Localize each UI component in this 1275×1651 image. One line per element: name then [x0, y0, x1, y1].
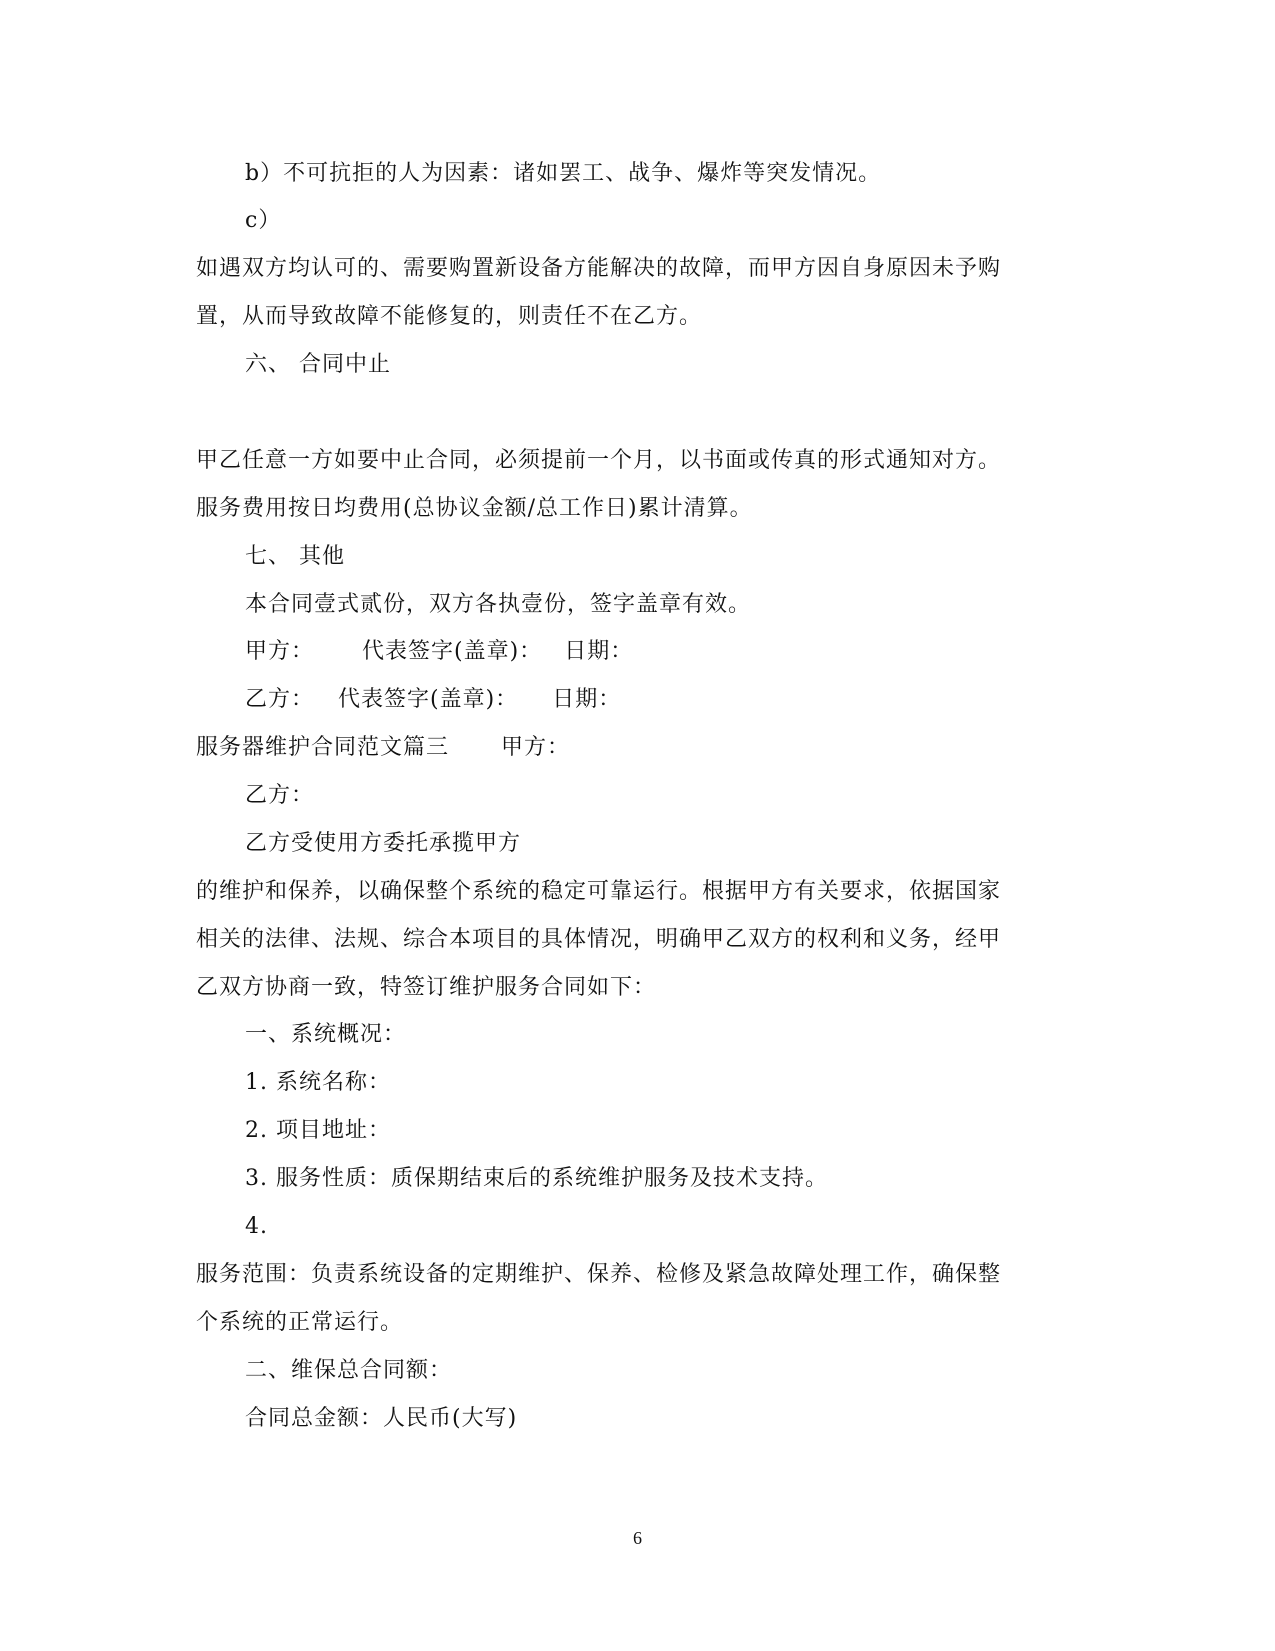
party-b-date-label: 日期：	[552, 687, 622, 712]
list-item-4: 4.	[245, 1214, 268, 1239]
paragraph-text: 如遇双方均认可的、需要购置新设备方能解决的故障，而甲方因自身原因未予购	[196, 256, 1002, 281]
list-item-project-address: 2. 项目地址：	[245, 1118, 391, 1143]
paragraph-text: 甲乙任意一方如要中止合同，必须提前一个月，以书面或传真的形式通知对方。	[196, 448, 1002, 473]
paragraph-text: 本合同壹式贰份，双方各执壹份，签字盖章有效。	[245, 592, 752, 617]
party-b-rep-label: 代表签字(盖章)：	[338, 687, 519, 712]
article-title: 服务器维护合同范文篇三	[196, 735, 450, 760]
paragraph-text: 置，从而导致故障不能修复的，则责任不在乙方。	[196, 304, 703, 329]
list-item-service-nature: 3. 服务性质：质保期结束后的系统维护服务及技术支持。	[245, 1166, 828, 1191]
paragraph-text: 服务范围：负责系统设备的定期维护、保养、检修及紧急故障处理工作，确保整	[196, 1262, 1002, 1287]
paragraph-item-c: c）	[245, 208, 282, 233]
article-party-a-label: 甲方：	[501, 735, 571, 760]
page-number: 6	[633, 1528, 642, 1548]
signature-line-party-b	[245, 685, 621, 715]
section-heading-system-overview: 一、系统概况：	[245, 1022, 407, 1047]
paragraph-text: 乙方受使用方委托承揽甲方	[245, 831, 522, 856]
paragraph-force-majeure-b: b）不可抗拒的人为因素：诸如罢工、战争、爆炸等突发情况。	[245, 161, 882, 186]
party-a-label: 甲方：	[245, 639, 315, 664]
party-a-date-label: 日期：	[564, 639, 634, 664]
paragraph-text: 个系统的正常运行。	[196, 1310, 404, 1335]
paragraph-total-amount: 合同总金额：人民币(大写)	[245, 1406, 518, 1431]
section-heading-contract-suspension: 六、 合同中止	[245, 352, 391, 377]
article-heading-line	[196, 733, 570, 763]
paragraph-party-b: 乙方：	[245, 783, 315, 808]
list-item-system-name: 1. 系统名称：	[245, 1070, 391, 1095]
party-b-label: 乙方：	[245, 687, 315, 712]
paragraph-text: 服务费用按日均费用(总协议金额/总工作日)累计清算。	[196, 496, 753, 521]
paragraph-text: 相关的法律、法规、综合本项目的具体情况，明确甲乙双方的权利和义务，经甲	[196, 927, 1002, 952]
paragraph-text: 的维护和保养，以确保整个系统的稳定可靠运行。根据甲方有关要求，依据国家	[196, 879, 1002, 904]
section-heading-other: 七、 其他	[245, 544, 345, 569]
paragraph-text: 乙双方协商一致，特签订维护服务合同如下：	[196, 975, 657, 1000]
section-heading-total-amount: 二、维保总合同额：	[245, 1358, 453, 1383]
party-a-rep-label: 代表签字(盖章)：	[362, 639, 543, 664]
signature-line-party-a	[245, 637, 633, 667]
